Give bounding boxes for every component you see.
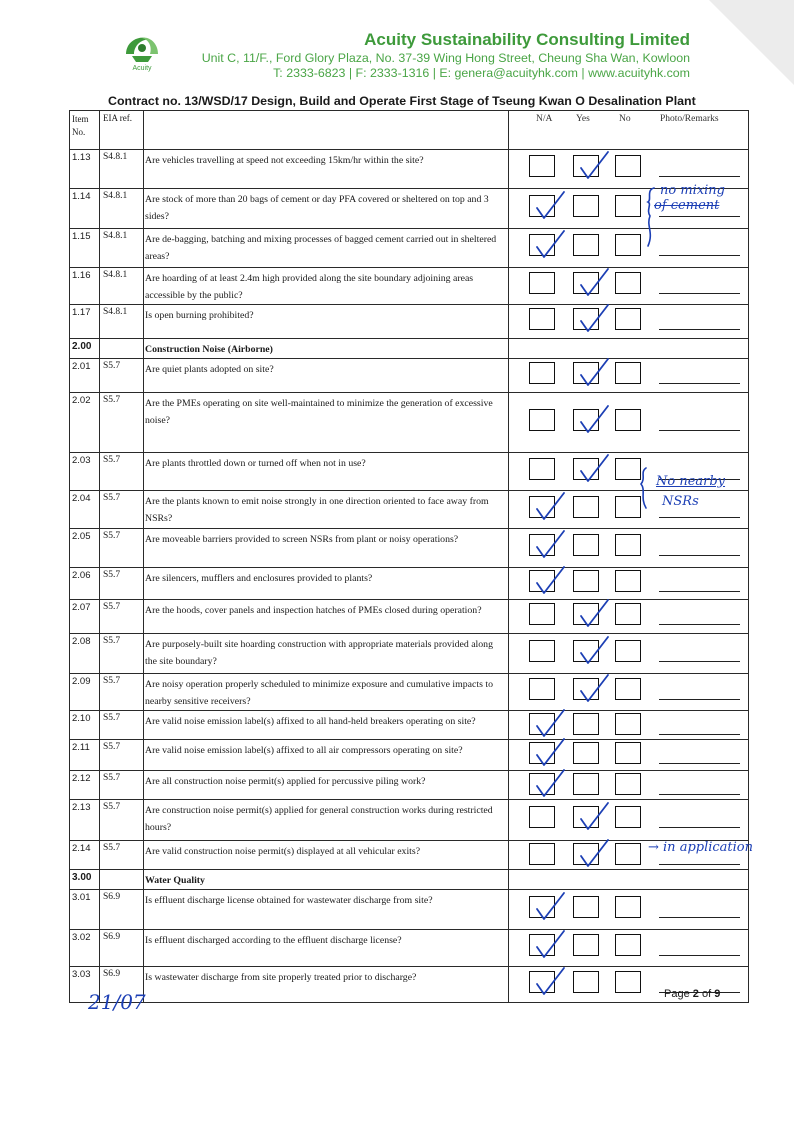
item-no: 2.14 (70, 841, 100, 870)
table-header-row (70, 111, 749, 150)
yes-checkbox[interactable] (573, 534, 599, 556)
no-checkbox[interactable] (615, 603, 641, 625)
item-no: 1.16 (70, 268, 100, 305)
remarks-line (659, 699, 740, 700)
checkmark-icon (533, 891, 567, 923)
na-checkbox[interactable] (529, 773, 555, 795)
table-row (70, 634, 749, 674)
na-checkbox[interactable] (529, 362, 555, 384)
table-row (70, 711, 749, 740)
checkmark-icon (577, 357, 611, 389)
remarks-line (659, 176, 740, 177)
checkmark-icon (533, 768, 567, 800)
table-row (70, 800, 749, 841)
table-row (70, 740, 749, 771)
question-text: Are construction noise permit(s) applied for general construction works during restricted hours? (144, 800, 509, 841)
yes-checkbox[interactable] (573, 896, 599, 918)
question-text: Are de-bagging, batching and mixing processes of bagged cement carried out in sheltered areas? (144, 229, 509, 268)
answer-cell (509, 305, 749, 339)
question-text: Are valid noise emission label(s) affixed to all hand-held breakers operating on site? (144, 711, 509, 740)
table-row (70, 359, 749, 393)
question-text: Is wastewater discharge from site properly treated prior to discharge? (144, 967, 509, 1003)
answer-cell (509, 890, 749, 930)
remarks-line (659, 734, 740, 735)
remarks-line (659, 383, 740, 384)
no-checkbox[interactable] (615, 896, 641, 918)
question-text: Is open burning prohibited? (144, 305, 509, 339)
acuity-logo (112, 24, 172, 76)
eia-ref: S4.8.1 (100, 189, 144, 229)
eia-ref: S5.7 (100, 740, 144, 771)
item-no: 3.02 (70, 930, 100, 967)
brace-icon (644, 186, 658, 248)
item-no: 1.14 (70, 189, 100, 229)
yes-checkbox[interactable] (573, 155, 599, 177)
yes-checkbox[interactable] (573, 678, 599, 700)
section-row (70, 339, 749, 359)
question-text: Are valid construction noise permit(s) displayed at all vehicular exits? (144, 841, 509, 870)
na-checkbox[interactable] (529, 713, 555, 735)
answer-cell (509, 740, 749, 771)
table-row (70, 568, 749, 600)
answer-cell (509, 711, 749, 740)
no-checkbox[interactable] (615, 308, 641, 330)
yes-checkbox[interactable] (573, 971, 599, 993)
handwritten-note-license: → in application (648, 840, 754, 855)
checkmark-icon (577, 303, 611, 335)
remarks-line (659, 794, 740, 795)
checkmark-icon (533, 929, 567, 961)
remarks-line (659, 624, 740, 625)
answer-cell (509, 491, 749, 529)
eia-ref: S5.7 (100, 771, 144, 800)
question-text: Are valid noise emission label(s) affixed to all air compressors operating on site? (144, 740, 509, 771)
na-checkbox[interactable] (529, 603, 555, 625)
na-checkbox[interactable] (529, 934, 555, 956)
answer-cell (509, 568, 749, 600)
na-checkbox[interactable] (529, 570, 555, 592)
na-checkbox[interactable] (529, 534, 555, 556)
item-no: 2.03 (70, 453, 100, 491)
no-checkbox[interactable] (615, 640, 641, 662)
answer-cell (509, 600, 749, 634)
question-text: Are quiet plants adopted on site? (144, 359, 509, 393)
company-address: Unit C, 11/F., Ford Glory Plaza, No. 37-39 Wing Hong Street, Cheung Sha Wan, Kowloon (201, 51, 690, 65)
no-checkbox[interactable] (615, 843, 641, 865)
answer-cell (509, 674, 749, 711)
eia-ref (100, 870, 144, 890)
remarks-line (659, 827, 740, 828)
eia-ref: S5.7 (100, 393, 144, 453)
checkmark-icon (533, 229, 567, 261)
no-checkbox[interactable] (615, 409, 641, 431)
yes-checkbox[interactable] (573, 308, 599, 330)
yes-checkbox[interactable] (573, 195, 599, 217)
table-row (70, 529, 749, 568)
checkmark-icon (533, 565, 567, 597)
section-title: Water Quality (144, 870, 509, 890)
na-checkbox[interactable] (529, 678, 555, 700)
no-checkbox[interactable] (615, 773, 641, 795)
item-no: 2.08 (70, 634, 100, 674)
page-corner-fold (709, 0, 794, 85)
remarks-line (659, 917, 740, 918)
checkmark-icon (533, 529, 567, 561)
checkmark-icon (577, 635, 611, 667)
question-text: Are vehicles travelling at speed not exceeding 15km/hr within the site? (144, 150, 509, 189)
na-checkbox[interactable] (529, 971, 555, 993)
eia-ref: S5.7 (100, 800, 144, 841)
na-checkbox[interactable] (529, 409, 555, 431)
answer-cell (509, 870, 749, 890)
question-text: Are the PMEs operating on site well-maintained to minimize the generation of excessive noise? (144, 393, 509, 453)
remarks-line (659, 255, 740, 256)
answer-cell (509, 268, 749, 305)
item-no: 3.00 (70, 870, 100, 890)
yes-checkbox[interactable] (573, 843, 599, 865)
section-row (70, 870, 749, 890)
yes-checkbox[interactable] (573, 272, 599, 294)
item-no: 2.01 (70, 359, 100, 393)
remarks-line (659, 216, 740, 217)
item-no: 2.10 (70, 711, 100, 740)
table-row (70, 150, 749, 189)
no-checkbox[interactable] (615, 742, 641, 764)
na-checkbox[interactable] (529, 195, 555, 217)
header-na: N/A (536, 114, 553, 124)
checkmark-icon (533, 491, 567, 523)
item-no: 2.07 (70, 600, 100, 634)
handwritten-note-cement-1: no mixing (660, 183, 725, 198)
answer-cell (509, 359, 749, 393)
yes-checkbox[interactable] (573, 640, 599, 662)
no-checkbox[interactable] (615, 155, 641, 177)
checkmark-icon (577, 267, 611, 299)
table-row (70, 268, 749, 305)
table-row (70, 967, 749, 1003)
header-no: No (619, 114, 631, 124)
question-text: Are the hoods, cover panels and inspection hatches of PMEs closed during operation? (144, 600, 509, 634)
checkmark-icon (533, 966, 567, 998)
na-checkbox[interactable] (529, 742, 555, 764)
yes-checkbox[interactable] (573, 496, 599, 518)
yes-checkbox[interactable] (573, 742, 599, 764)
contract-title: Contract no. 13/WSD/17 Design, Build and Operate First Stage of Tseung Kwan O Desalination Plant (108, 94, 696, 108)
question-text: Are hoarding of at least 2.4m high provided along the site boundary adjoining areas accessible by the public? (144, 268, 509, 305)
yes-checkbox[interactable] (573, 409, 599, 431)
company-contact: T: 2333-6823 | F: 2333-1316 | E: genera@acuityhk.com | www.acuityhk.com (273, 66, 690, 80)
header-eia-ref: EIA ref. (100, 111, 144, 150)
na-checkbox[interactable] (529, 155, 555, 177)
checkmark-icon (577, 150, 611, 182)
no-checkbox[interactable] (615, 806, 641, 828)
question-text: Are silencers, mufflers and enclosures provided to plants? (144, 568, 509, 600)
na-checkbox[interactable] (529, 843, 555, 865)
brace-icon (638, 466, 652, 510)
question-text: Are plants throttled down or turned off when not in use? (144, 453, 509, 491)
yes-checkbox[interactable] (573, 234, 599, 256)
answer-cell (509, 634, 749, 674)
eia-ref: S4.8.1 (100, 268, 144, 305)
table-row (70, 930, 749, 967)
checkmark-icon (577, 453, 611, 485)
eia-ref: S5.7 (100, 841, 144, 870)
item-no: 2.04 (70, 491, 100, 529)
eia-ref: S6.9 (100, 930, 144, 967)
question-text: Are stock of more than 20 bags of cement or day PFA covered or sheltered on top and 3 sides? (144, 189, 509, 229)
question-text: Are noisy operation properly scheduled to minimize exposure and cumulative impacts to nearby sensitive receivers? (144, 674, 509, 711)
table-row (70, 674, 749, 711)
no-checkbox[interactable] (615, 971, 641, 993)
yes-checkbox[interactable] (573, 362, 599, 384)
item-no: 1.17 (70, 305, 100, 339)
table-row (70, 305, 749, 339)
company-name: Acuity Sustainability Consulting Limited (364, 30, 690, 49)
answer-cell (509, 393, 749, 453)
question-text: Is effluent discharge license obtained for wastewater discharge from site? (144, 890, 509, 930)
question-text: Are the plants known to emit noise strongly in one direction oriented to face away from NSRs? (144, 491, 509, 529)
answer-cell (509, 800, 749, 841)
remarks-line (659, 591, 740, 592)
item-no: 2.13 (70, 800, 100, 841)
checkmark-icon (577, 838, 611, 870)
handwritten-date: 21/07 (88, 990, 146, 1014)
no-checkbox[interactable] (615, 195, 641, 217)
eia-ref: S5.7 (100, 600, 144, 634)
table-row (70, 771, 749, 800)
table-row (70, 393, 749, 453)
section-title: Construction Noise (Airborne) (144, 339, 509, 359)
eia-ref: S5.7 (100, 711, 144, 740)
eia-ref: S5.7 (100, 359, 144, 393)
no-checkbox[interactable] (615, 234, 641, 256)
checkmark-icon (577, 801, 611, 833)
item-no: 3.01 (70, 890, 100, 930)
eia-ref: S5.7 (100, 568, 144, 600)
remarks-line (659, 430, 740, 431)
yes-checkbox[interactable] (573, 713, 599, 735)
eia-ref: S4.8.1 (100, 305, 144, 339)
item-no: 2.11 (70, 740, 100, 771)
handwritten-note-nsr-1: No nearby (656, 474, 726, 489)
item-no: 2.12 (70, 771, 100, 800)
eia-ref: S4.8.1 (100, 150, 144, 189)
eia-ref (100, 339, 144, 359)
header-yes: Yes (576, 114, 590, 124)
checkmark-icon (577, 404, 611, 436)
answer-cell (509, 339, 749, 359)
no-checkbox[interactable] (615, 362, 641, 384)
yes-checkbox[interactable] (573, 806, 599, 828)
question-text: Are purposely-built site hoarding construction with appropriate materials provided along the site boundary? (144, 634, 509, 674)
item-no: 1.13 (70, 150, 100, 189)
no-checkbox[interactable] (615, 272, 641, 294)
checkmark-icon (533, 190, 567, 222)
header-answers (509, 111, 749, 150)
remarks-line (659, 955, 740, 956)
checkmark-icon (577, 673, 611, 705)
answer-cell (509, 930, 749, 967)
item-no: 2.05 (70, 529, 100, 568)
eia-ref: S5.7 (100, 491, 144, 529)
eia-ref: S6.9 (100, 967, 144, 1003)
table-row (70, 841, 749, 870)
question-text: Are all construction noise permit(s) applied for percussive piling work? (144, 771, 509, 800)
item-no: 2.00 (70, 339, 100, 359)
yes-checkbox[interactable] (573, 773, 599, 795)
answer-cell (509, 529, 749, 568)
header-photo-remarks: Photo/Remarks (660, 114, 719, 124)
remarks-line (659, 329, 740, 330)
remarks-line (659, 293, 740, 294)
no-checkbox[interactable] (615, 713, 641, 735)
header-item-no: Item No. (70, 111, 100, 150)
na-checkbox[interactable] (529, 896, 555, 918)
na-checkbox[interactable] (529, 496, 555, 518)
item-no: 1.15 (70, 229, 100, 268)
no-checkbox[interactable] (615, 534, 641, 556)
item-no: 2.02 (70, 393, 100, 453)
eia-ref: S5.7 (100, 529, 144, 568)
question-text: Are moveable barriers provided to screen NSRs from plant or noisy operations? (144, 529, 509, 568)
answer-cell (509, 229, 749, 268)
checkmark-icon (533, 737, 567, 769)
table-row (70, 600, 749, 634)
item-no: 2.06 (70, 568, 100, 600)
na-checkbox[interactable] (529, 806, 555, 828)
answer-cell (509, 771, 749, 800)
eia-ref: S6.9 (100, 890, 144, 930)
page-number: Page 2 of 9 (664, 988, 721, 1000)
eia-ref: S4.8.1 (100, 229, 144, 268)
table-row (70, 890, 749, 930)
na-checkbox[interactable] (529, 308, 555, 330)
checkmark-icon (533, 708, 567, 740)
yes-checkbox[interactable] (573, 934, 599, 956)
remarks-line (659, 864, 740, 865)
no-checkbox[interactable] (615, 678, 641, 700)
no-checkbox[interactable] (615, 934, 641, 956)
yes-checkbox[interactable] (573, 603, 599, 625)
no-checkbox[interactable] (615, 570, 641, 592)
remarks-line (659, 763, 740, 764)
na-checkbox[interactable] (529, 640, 555, 662)
item-no: 2.09 (70, 674, 100, 711)
yes-checkbox[interactable] (573, 570, 599, 592)
remarks-line (659, 661, 740, 662)
checkmark-icon (577, 598, 611, 630)
handwritten-note-nsr-2: NSRs (662, 494, 699, 509)
eia-ref: S5.7 (100, 453, 144, 491)
eia-ref: S5.7 (100, 674, 144, 711)
na-checkbox[interactable] (529, 272, 555, 294)
item-no: 3.03 (70, 967, 100, 1003)
question-text: Is effluent discharged according to the effluent discharge license? (144, 930, 509, 967)
eia-ref: S5.7 (100, 634, 144, 674)
handwritten-note-cement-2: of cement (654, 198, 720, 213)
remarks-line (659, 517, 740, 518)
remarks-line (659, 555, 740, 556)
na-checkbox[interactable] (529, 458, 555, 480)
na-checkbox[interactable] (529, 234, 555, 256)
yes-checkbox[interactable] (573, 458, 599, 480)
header-question (144, 111, 509, 150)
svg-text:Acuity: Acuity (132, 65, 152, 72)
